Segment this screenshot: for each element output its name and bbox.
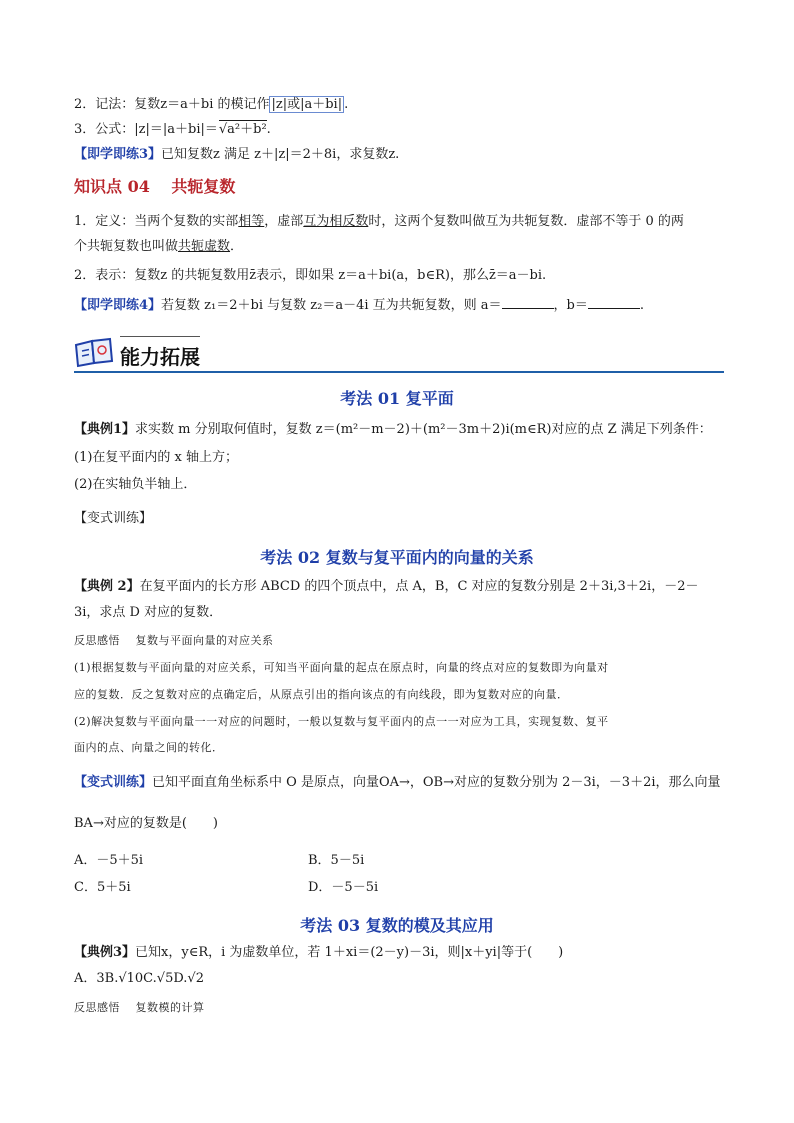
example3-text: 已知x，y∈R，i 为虚数单位，若 1＋xi＝(2－y)－3i，则|x＋yi|等于( ) [135,945,564,960]
def-underline-1: 相等 [238,214,265,229]
example3-options[interactable]: A．3B.√10C.√5D.√2 [74,971,204,986]
section-title: 能力拓展 [120,345,200,369]
reflect2-title: 反思感悟 复数与平面向量的对应关系 [74,634,274,647]
reflect2-p2-l2: 面内的点、向量之间的转化． [74,741,224,754]
reflect3-title: 反思感悟 复数模的计算 [74,1001,205,1014]
practice4-text-a: 若复数 z₁＝2＋bi 与复数 z₂＝a－4i 互为共轭复数，则 a＝ [161,298,502,313]
variant2-line1 [74,774,721,792]
section-top-rule [120,336,200,337]
method02-heading: 考法 02 复数与复平面内的向量的关系 [260,548,534,567]
example2-tag: 【典例 2】 [74,579,140,594]
method01-heading: 考法 01 复平面 [340,389,454,408]
variant2-tag: 【变式训练】 [74,775,153,790]
example2-line2: 3i，求点 D 对应的复数． [74,605,223,620]
reflect2-p2-l1: (2)解决复数与平面向量一一对应的问题时，一般以复数与复平面内的点一一对应为工具，实现复数、复平 [74,715,609,728]
def-text-a: 1．定义：当两个复数的实部 [74,214,239,229]
knowledge04-heading: 知识点 04 共轭复数 [74,177,236,196]
answer-blank-b[interactable] [588,296,640,309]
book-icon [74,337,114,373]
practice3-tag: 【即学即练3】 [74,147,162,162]
formula-value: √a²＋b² [218,122,267,137]
variant2-line2: BA→对应的复数是( ) [74,816,218,831]
reflect2-p1-l1: (1)根据复数与平面向量的对应关系，可知当平面向量的起点在原点时，向量的终点对应的复数即为向量对 [74,661,609,674]
example3-tag: 【典例3】 [74,945,136,960]
formula-end: . [266,122,271,137]
notation-end: . [344,97,349,112]
example1-item1: (1)在复平面内的 x 轴上方； [74,450,239,465]
reflect2-p1-l2: 应的复数．反之复数对应的点确定后，从原点引出的指向该点的有向线段，即为复数对应的向量． [74,688,569,701]
notation-line [74,96,348,114]
example2-text: 在复平面内的长方形 ABCD 的四个顶点中，点 A，B，C 对应的复数分别是 2＋3i,3＋2i，－2－ [139,579,699,594]
def-text-c: 时，这两个复数叫做互为共轭复数．虚部不等于 0 的两 [368,214,684,229]
example1-item2: (2)在实轴负半轴上． [74,477,197,492]
practice3-text: 已知复数z 满足 z＋|z|＝2＋8i，求复数z. [161,147,400,162]
practice4-tag: 【即学即练4】 [74,298,162,313]
practice3-line [74,146,399,164]
def2-underline: 共轭虚数 [178,239,231,254]
modulus-notation-boxed: |z|或|a＋bi| [271,97,343,112]
example1-text: 求实数 m 分别取何值时，复数 z＝(m²－m－2)＋(m²－3m＋2)i(m∈R)对应的点 Z 满足下列条件： [135,422,712,437]
option-c[interactable]: C．5＋5i [74,880,131,895]
formula-text: 3．公式：|z|＝|a＋bi|＝ [74,122,218,137]
formula-sqrt [219,120,267,139]
representation-line: 2．表示：复数z 的共轭复数用z̄表示，即如果 z＝a＋bi(a，b∈R)，那么z̄＝a－bi. [74,268,547,283]
option-d[interactable]: D．－5－5i [308,880,379,895]
def-text-b: ，虚部 [264,214,304,229]
method03-heading: 考法 03 复数的模及其应用 [300,916,494,935]
example2-line1 [74,578,698,596]
example1-line [74,421,712,439]
section-rule [74,371,724,373]
definition-line1 [74,213,684,231]
notation-text: 2．记法：复数z＝a＋bi 的模记作 [74,97,270,112]
practice4-text-c: . [639,298,644,313]
option-b[interactable]: B．5－5i [308,853,365,868]
definition-line2 [74,238,243,256]
variant1-label: 【变式训练】 [74,511,153,526]
example1-tag: 【典例1】 [74,422,136,437]
variant2-text: 已知平面直角坐标系中 O 是原点，向量OA→，OB→对应的复数分别为 2－3i，－3＋2i，那么向量 [152,775,721,790]
answer-blank-a[interactable] [502,296,554,309]
def2-text-b: ． [230,239,244,254]
def-underline-2: 互为相反数 [303,214,369,229]
example3-line [74,944,563,962]
practice4-text-b: ，b＝ [553,298,588,313]
practice4-line [74,296,644,315]
def2-text-a: 个共轭复数也叫做 [74,239,179,254]
option-a[interactable]: A．－5＋5i [74,853,144,868]
formula-line [74,120,271,139]
